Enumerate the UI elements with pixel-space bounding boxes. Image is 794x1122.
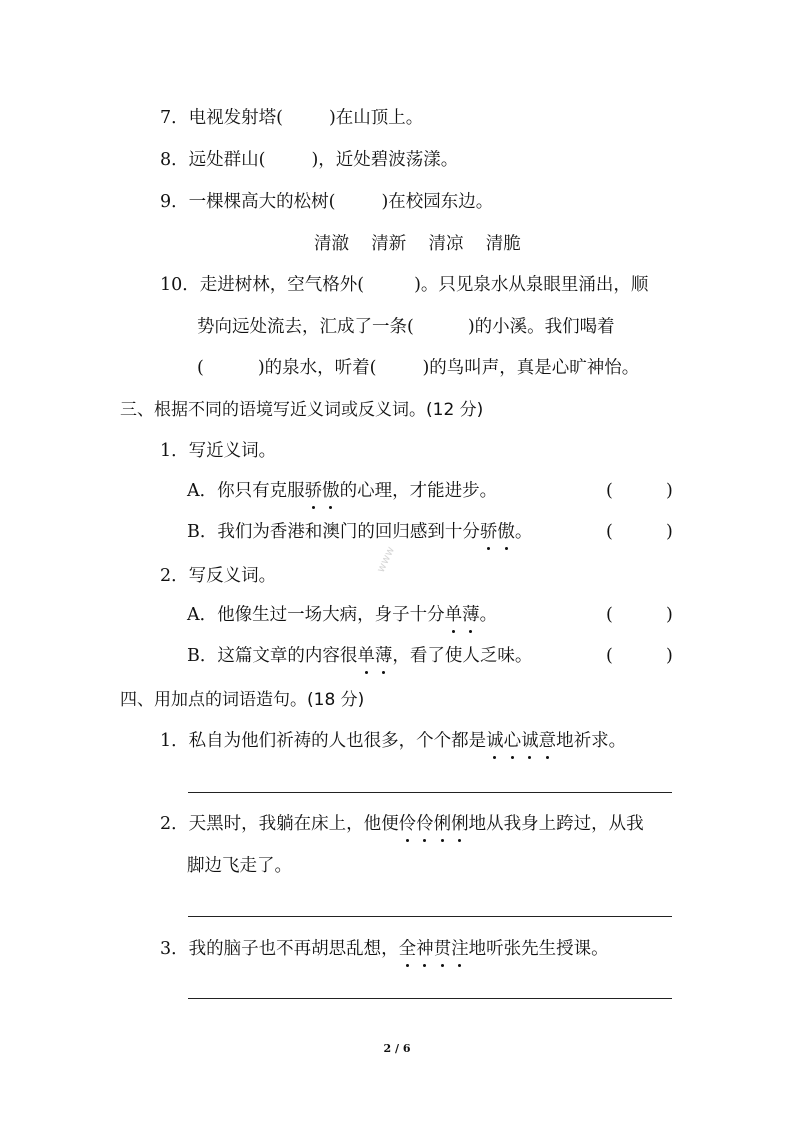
dotted-char: 贯 — [433, 939, 452, 959]
section-3-title: 三、根据不同的语境写近义词或反义词。(12 分) — [120, 400, 484, 420]
sentence-text: ，看了使人乏味。 — [392, 646, 533, 666]
watermark: www — [373, 544, 398, 575]
answer-paren-open: ( — [606, 646, 613, 666]
item-text: )。只见泉水从泉眼里涌出，顺 — [414, 275, 649, 295]
sentence-text: 地从我身上跨过，从我 — [468, 814, 644, 834]
answer-line[interactable] — [188, 792, 672, 793]
dotted-word — [486, 731, 556, 751]
sentence-text: 。 — [514, 522, 533, 542]
item-text: )的鸟叫声，真是心旷神怡。 — [422, 358, 640, 378]
dotted-word — [445, 605, 480, 625]
item-text-after: )在山顶上。 — [328, 108, 424, 128]
answer-line[interactable] — [188, 916, 672, 917]
item-number: 8． — [160, 150, 189, 170]
item-10-line-1 — [160, 273, 648, 297]
sentence-text: 2．天黑时，我躺在床上，他便 — [160, 814, 399, 834]
item-number: 9． — [160, 192, 189, 212]
dotted-char: 诚 — [486, 731, 504, 751]
answer-line[interactable] — [188, 998, 672, 999]
item-text-before: 一棵棵高大的松树( — [188, 192, 336, 212]
sentence-text: 1．私自为他们祈祷的人也很多，个个都是 — [160, 731, 487, 751]
dotted-char: 傲 — [322, 481, 340, 501]
item-text: )的泉水，听着( — [257, 358, 377, 378]
dotted-char: 俐 — [451, 814, 469, 834]
item-number: 10． — [160, 275, 200, 295]
dotted-char: 心 — [503, 731, 522, 751]
item-text-after: )，近处碧波荡漾。 — [311, 150, 459, 170]
dotted-char: 伶 — [398, 814, 417, 834]
section-3-q2: 2．写反义词。 — [160, 566, 277, 586]
dotted-char: 全 — [398, 939, 417, 959]
dotted-char: 单 — [444, 605, 463, 625]
section-4-s2-continued: 脚边飞走了。 — [187, 856, 292, 876]
item-8 — [160, 148, 458, 172]
dotted-char: 骄 — [479, 522, 498, 542]
sentence-text: A．他像生过一场大病，身子十分 — [187, 605, 445, 625]
sentence-text: 地祈求。 — [556, 731, 627, 751]
section-4-s1 — [160, 729, 626, 753]
sentence-text: 3．我的脑子也不再胡思乱想， — [160, 939, 399, 959]
item-text-after: )在校园东边。 — [381, 192, 494, 212]
item-10-line-3 — [197, 356, 639, 380]
dotted-char: 薄 — [462, 605, 480, 625]
item-10-line-2 — [197, 315, 615, 339]
item-text: 走进树林，空气格外( — [199, 275, 365, 295]
dotted-word — [399, 814, 469, 834]
answer-paren-close: ) — [666, 481, 673, 501]
item-number: 7． — [160, 108, 189, 128]
answer-paren-close: ) — [666, 605, 673, 625]
answer-paren-close: ) — [666, 522, 673, 542]
sentence-text: A．你只有克服 — [187, 481, 305, 501]
dotted-word — [305, 481, 340, 501]
dotted-char: 俐 — [433, 814, 452, 834]
section-3-q1b — [187, 520, 532, 544]
section-4-title: 四、用加点的词语造句。(18 分) — [120, 690, 365, 710]
section-4-s2 — [160, 812, 644, 836]
dotted-char: 诚 — [521, 731, 539, 751]
section-3-q2b — [187, 644, 532, 668]
item-text: 势向远处流去，汇成了一条( — [197, 317, 414, 337]
dotted-char: 单 — [357, 646, 375, 666]
item-text-before: 电视发射塔( — [188, 108, 283, 128]
item-7 — [160, 106, 423, 130]
sentence-text: 的心理，才能进步。 — [339, 481, 498, 501]
section-4-s3 — [160, 937, 609, 961]
dotted-char: 傲 — [497, 522, 515, 542]
dotted-word — [399, 939, 469, 959]
dotted-char: 伶 — [416, 814, 434, 834]
section-3-q2a — [187, 603, 497, 627]
answer-paren-open: ( — [606, 522, 613, 542]
dotted-char: 注 — [451, 939, 469, 959]
sentence-text: 。 — [479, 605, 498, 625]
page-number: 2 / 6 — [383, 1042, 411, 1055]
dotted-word — [480, 522, 515, 542]
answer-paren-open: ( — [606, 481, 613, 501]
item-text: ( — [197, 358, 204, 378]
item-text-before: 远处群山( — [188, 150, 266, 170]
word-bank: 清澈 清新 清凉 清脆 — [314, 234, 521, 254]
sentence-text: B．我们为香港和澳门的回归感到十分 — [187, 522, 480, 542]
section-3-q1a — [187, 479, 497, 503]
answer-paren-open: ( — [606, 605, 613, 625]
sentence-text: 地听张先生授课。 — [468, 939, 609, 959]
answer-paren-close: ) — [666, 646, 673, 666]
dotted-char: 骄 — [304, 481, 323, 501]
section-3-q1: 1．写近义词。 — [160, 441, 277, 461]
dotted-char: 薄 — [374, 646, 393, 666]
item-text: )的小溪。我们喝着 — [467, 317, 615, 337]
dotted-char: 神 — [416, 939, 434, 959]
sentence-text: B．这篇文章的内容很 — [187, 646, 358, 666]
dotted-word — [357, 646, 392, 666]
dotted-char: 意 — [538, 731, 557, 751]
item-9 — [160, 190, 493, 214]
